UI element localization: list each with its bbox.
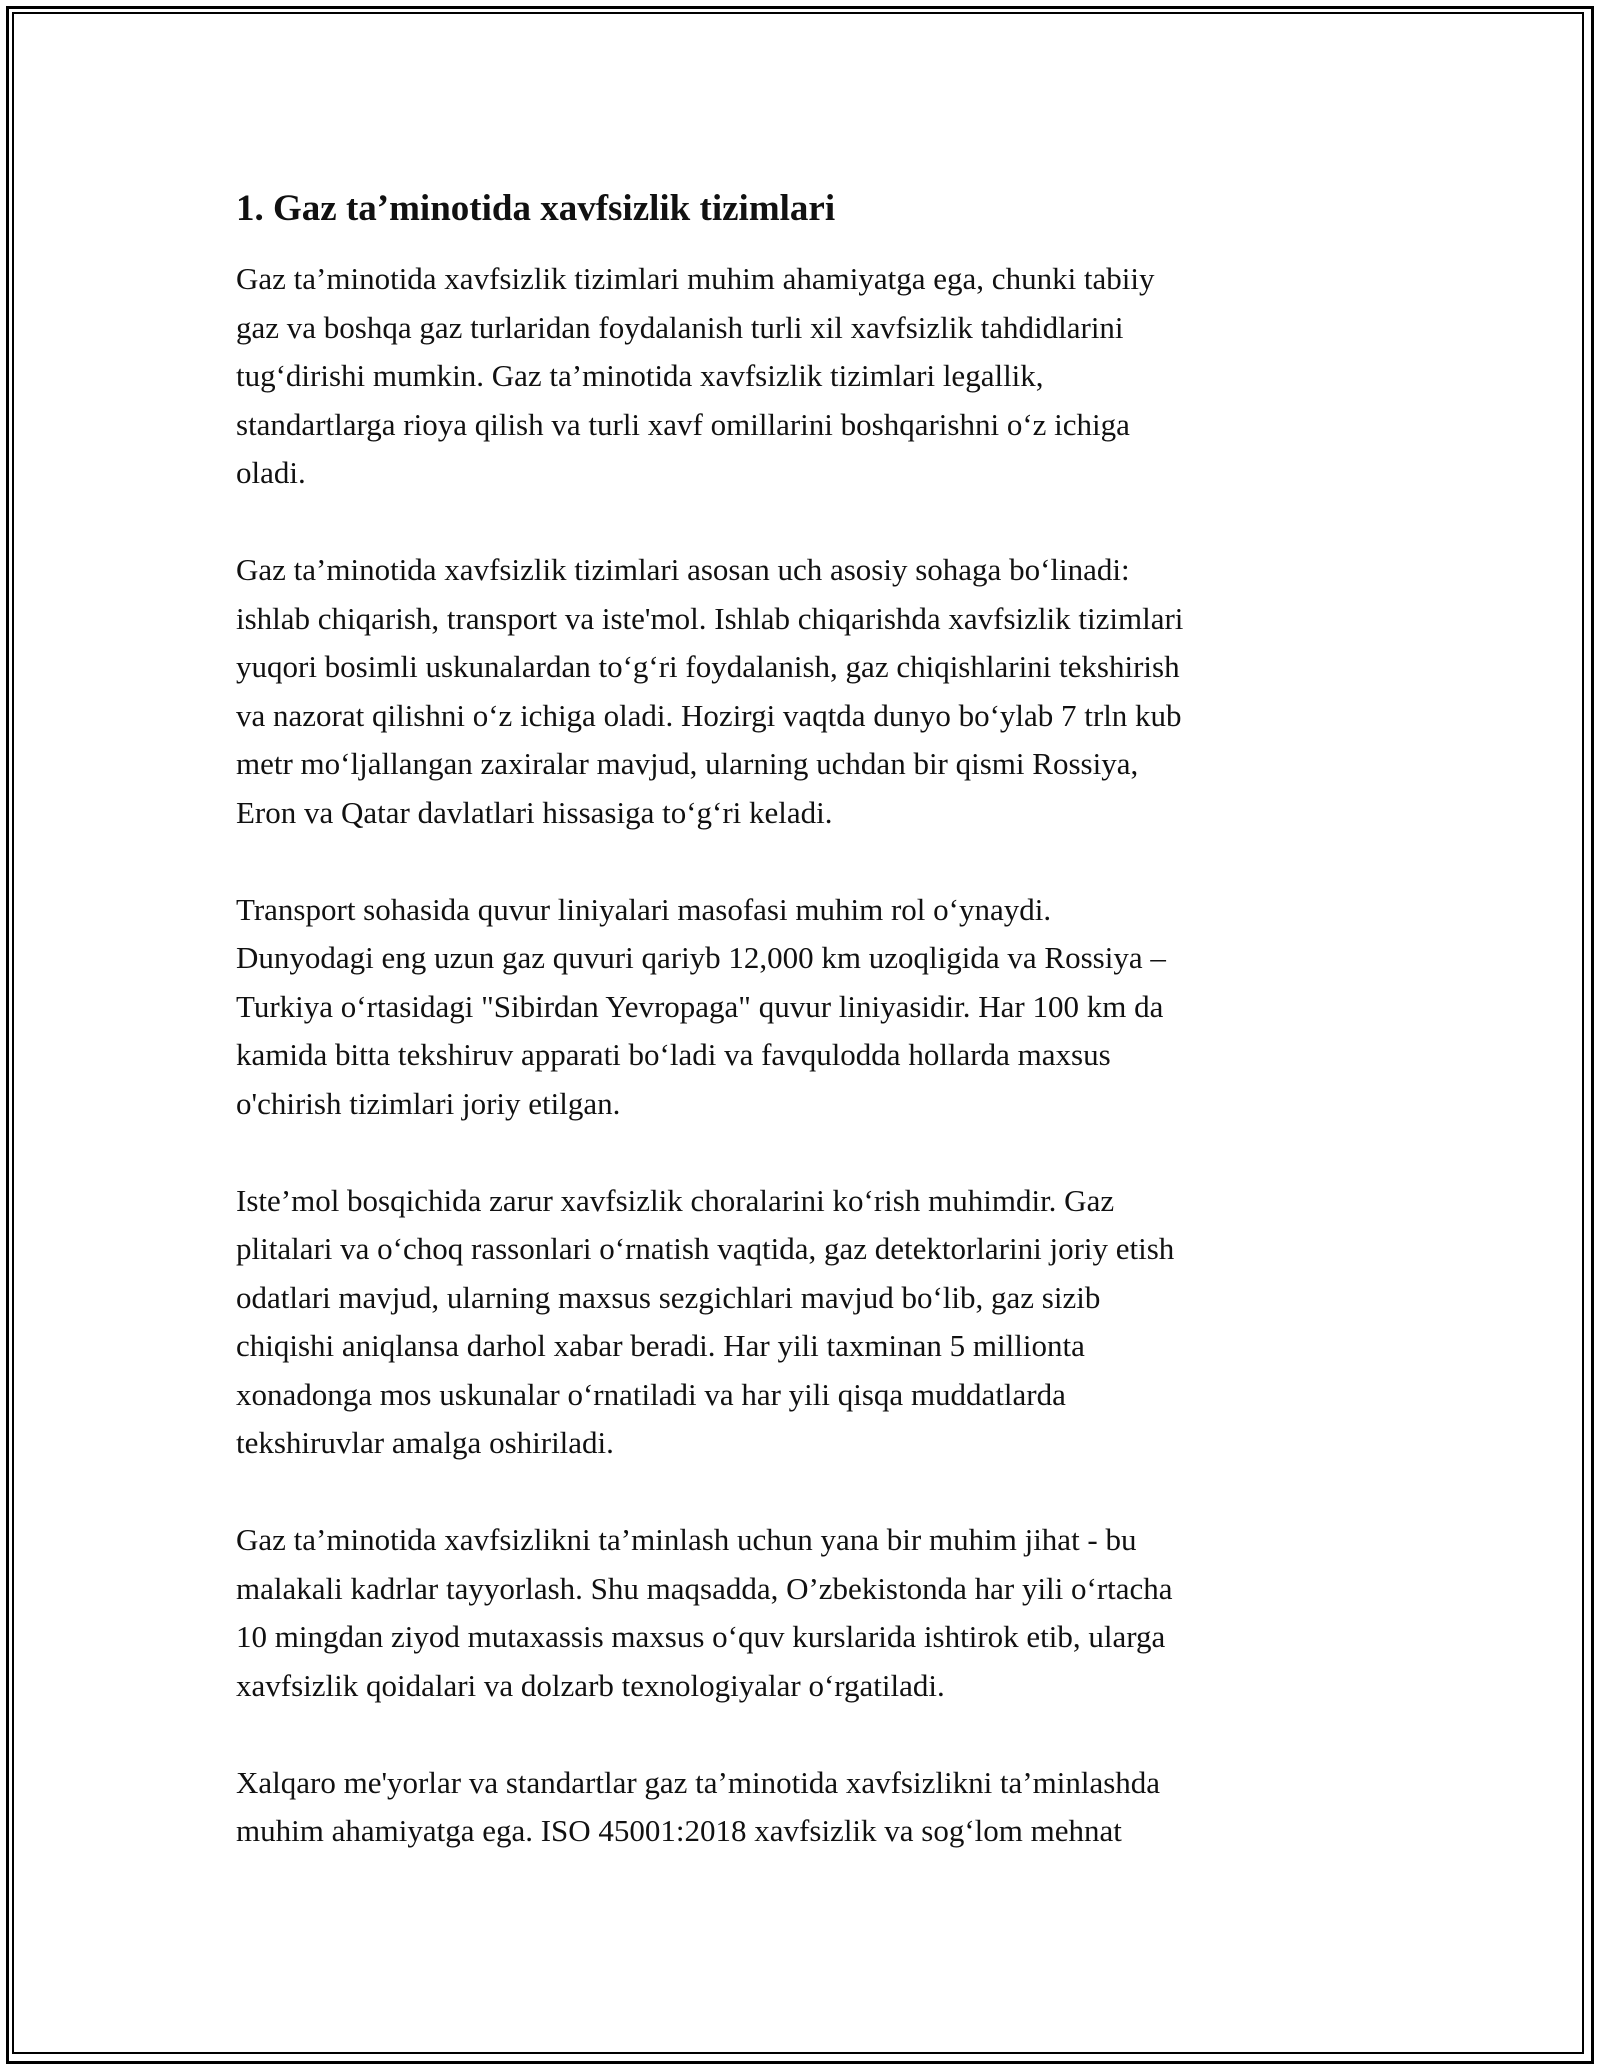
paragraph-line: chiqishi aniqlansa darhol xabar beradi. Har yili taxminan 5 millionta [236,1328,1085,1363]
paragraph-1 [236,255,1366,498]
paragraph-line: metr mo‘ljallangan zaxiralar mavjud, ularning uchdan bir qismi Rossiya, [236,746,1139,781]
paragraph-line: xavfsizlik qoidalari va dolzarb texnologiyalar o‘rgatiladi. [236,1667,945,1703]
paragraph-line: tug‘dirishi mumkin. Gaz ta’minotida xavfsizlik tizimlari legallik, [236,358,1044,393]
paragraph-line: Dunyodagi eng uzun gaz quvuri qariyb 12,000 km uzoqligida va Rossiya – [236,940,1166,975]
paragraph-5 [236,1516,1366,1710]
paragraph-line: xonadonga mos uskunalar o‘rnatiladi va har yili qisqa muddatlarda [236,1376,1066,1412]
paragraph-line: kamida bitta tekshiruv apparati bo‘ladi va favqulodda hollarda maxsus [236,1037,1111,1072]
paragraph-line: plitalari va o‘choq rassonlari o‘rnatish vaqtida, gaz detektorlarini joriy etish [236,1231,1175,1266]
paragraph-line: yuqori bosimli uskunalardan to‘g‘ri foydalanish, gaz chiqishlarini tekshirish [236,649,1180,684]
paragraph-line: Gaz ta’minotida xavfsizlik tizimlari muhim ahamiyatga ega, chunki tabiiy [236,261,1155,296]
paragraph-line: Iste’mol bosqichida zarur xavfsizlik choralarini ko‘rish muhimdir. Gaz [236,1182,1115,1218]
paragraph-line: va nazorat qilishni o‘z ichiga oladi. Hozirgi vaqtda dunyo bo‘ylab 7 trln kub [236,697,1182,733]
paragraph-2 [236,546,1366,837]
paragraph-line: Eron va Qatar davlatlari hissasiga to‘g‘ri keladi. [236,794,833,830]
paragraph-line: ishlab chiqarish, transport va iste'mol. Ishlab chiqarishda xavfsizlik tizimlari [236,600,1184,636]
paragraph-4 [236,1177,1366,1468]
paragraph-line: muhim ahamiyatga ega. ISO 45001:2018 xavfsizlik va sog‘lom mehnat [236,1813,1122,1848]
paragraph-line: Gaz ta’minotida xavfsizlik tizimlari asosan uch asosiy sohaga bo‘linadi: [236,552,1130,587]
paragraph-line: o'chirish tizimlari joriy etilgan. [236,1085,621,1121]
paragraph-line: Xalqaro me'yorlar va standartlar gaz ta’minotida xavfsizlikni ta’minlashda [236,1764,1161,1800]
page-title: 1. Gaz ta’minotida xavfsizlik tizimlari [236,188,836,229]
paragraph-6 [236,1759,1366,1856]
paragraph-line: odatlari mavjud, ularning maxsus sezgichlari mavjud bo‘lib, gaz sizib [236,1279,1101,1315]
paragraph-line: oladi. [236,455,306,490]
paragraph-line: Transport sohasida quvur liniyalari masofasi muhim rol o‘ynaydi. [236,891,1052,927]
paragraph-line: malakali kadrlar tayyorlash. Shu maqsadda, O’zbekistonda har yili o‘rtacha [236,1570,1173,1606]
paragraph-line: tekshiruvlar amalga oshiriladi. [236,1425,614,1460]
paragraph-line: Gaz ta’minotida xavfsizlikni ta’minlash uchun yana bir muhim jihat - bu [236,1522,1137,1557]
paragraph-line: gaz va boshqa gaz turlaridan foydalanish turli xil xavfsizlik tahdidlarini [236,309,1124,345]
document-body [236,185,1366,1904]
paragraph-3 [236,886,1366,1129]
paragraph-line: standartlarga rioya qilish va turli xavf omillarini boshqarishni o‘z ichiga [236,406,1130,442]
paragraph-line: 10 mingdan ziyod mutaxassis maxsus o‘quv kurslarida ishtirok etib, ularga [236,1619,1166,1654]
paragraph-list [236,255,1366,1856]
paragraph-line: Turkiya o‘rtasidagi "Sibirdan Yevropaga" quvur liniyasidir. Har 100 km da [236,988,1164,1024]
